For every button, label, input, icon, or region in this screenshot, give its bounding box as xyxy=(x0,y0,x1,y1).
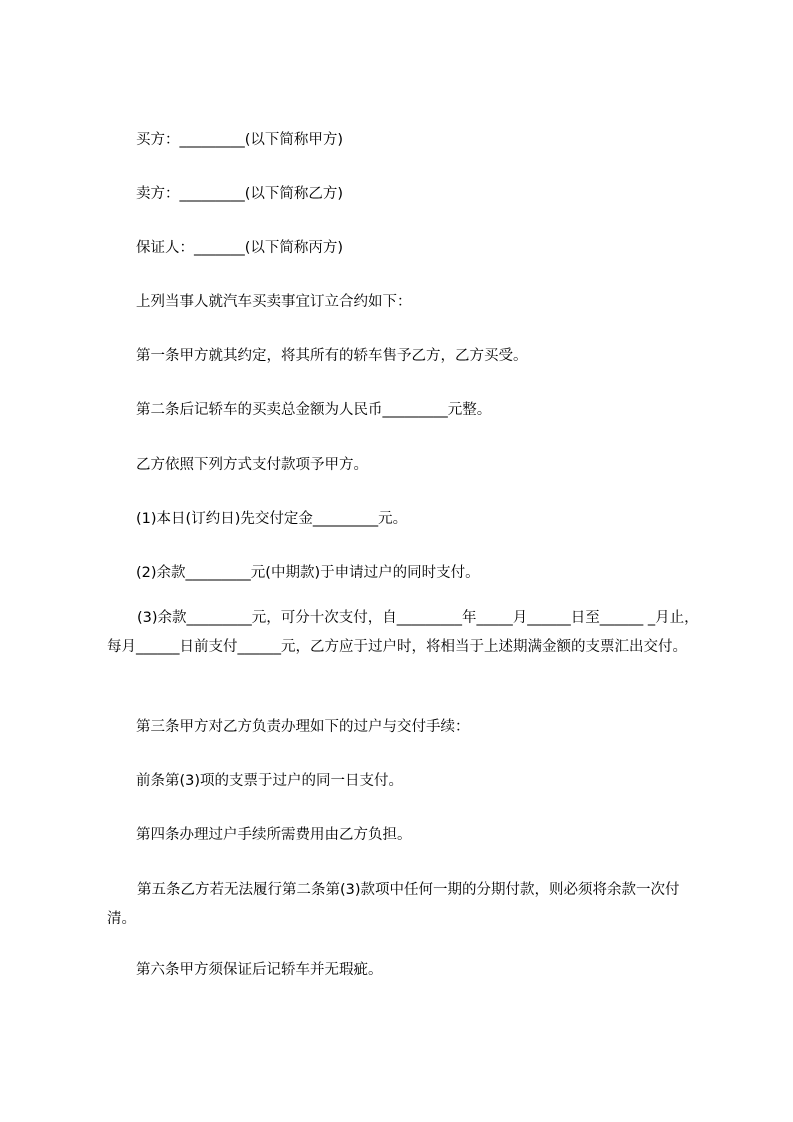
guarantor-line: 保证人：_______(以下简称丙方) xyxy=(136,240,344,256)
article-2-paragraph: 第二条后记轿车的买卖总金额为人民币_________元整。 xyxy=(136,402,492,418)
article-3-paragraph: 第三条甲方对乙方负责办理如下的过户与交付手续： xyxy=(136,719,470,735)
article-5-paragraph: 第五条乙方若无法履行第二条第(3)款项中任何一期的分期付款，则必须将余款一次付清。 xyxy=(107,882,680,927)
payment-item-3: (3)余款_________元，可分十次支付，自_________年_____月______日至______ _月止，每月______日前支付______元，乙方应于过户时，将相当于上述期满金额的支票汇出交付。 xyxy=(107,610,699,655)
payment-item-2: (2)余款_________元(中期款)于申请过户的同时支付。 xyxy=(136,565,480,581)
payment-method-paragraph: 乙方依照下列方式支付款项予甲方。 xyxy=(136,457,368,473)
article-6-paragraph: 第六条甲方须保证后记轿车并无瑕疵。 xyxy=(136,962,383,978)
seller-line: 卖方：_________(以下简称乙方) xyxy=(136,186,344,202)
article-1-paragraph: 第一条甲方就其约定，将其所有的轿车售予乙方，乙方买受。 xyxy=(136,348,528,364)
check-payment-paragraph: 前条第(3)项的支票于过户的同一日支付。 xyxy=(136,773,404,789)
article-4-paragraph: 第四条办理过户手续所需费用由乙方负担。 xyxy=(136,827,412,843)
preamble-paragraph: 上列当事人就汽车买卖事宜订立合约如下： xyxy=(136,294,412,310)
buyer-line: 买方：_________(以下简称甲方) xyxy=(136,132,344,148)
payment-item-1: (1)本日(订约日)先交付定金_________元。 xyxy=(136,511,408,527)
